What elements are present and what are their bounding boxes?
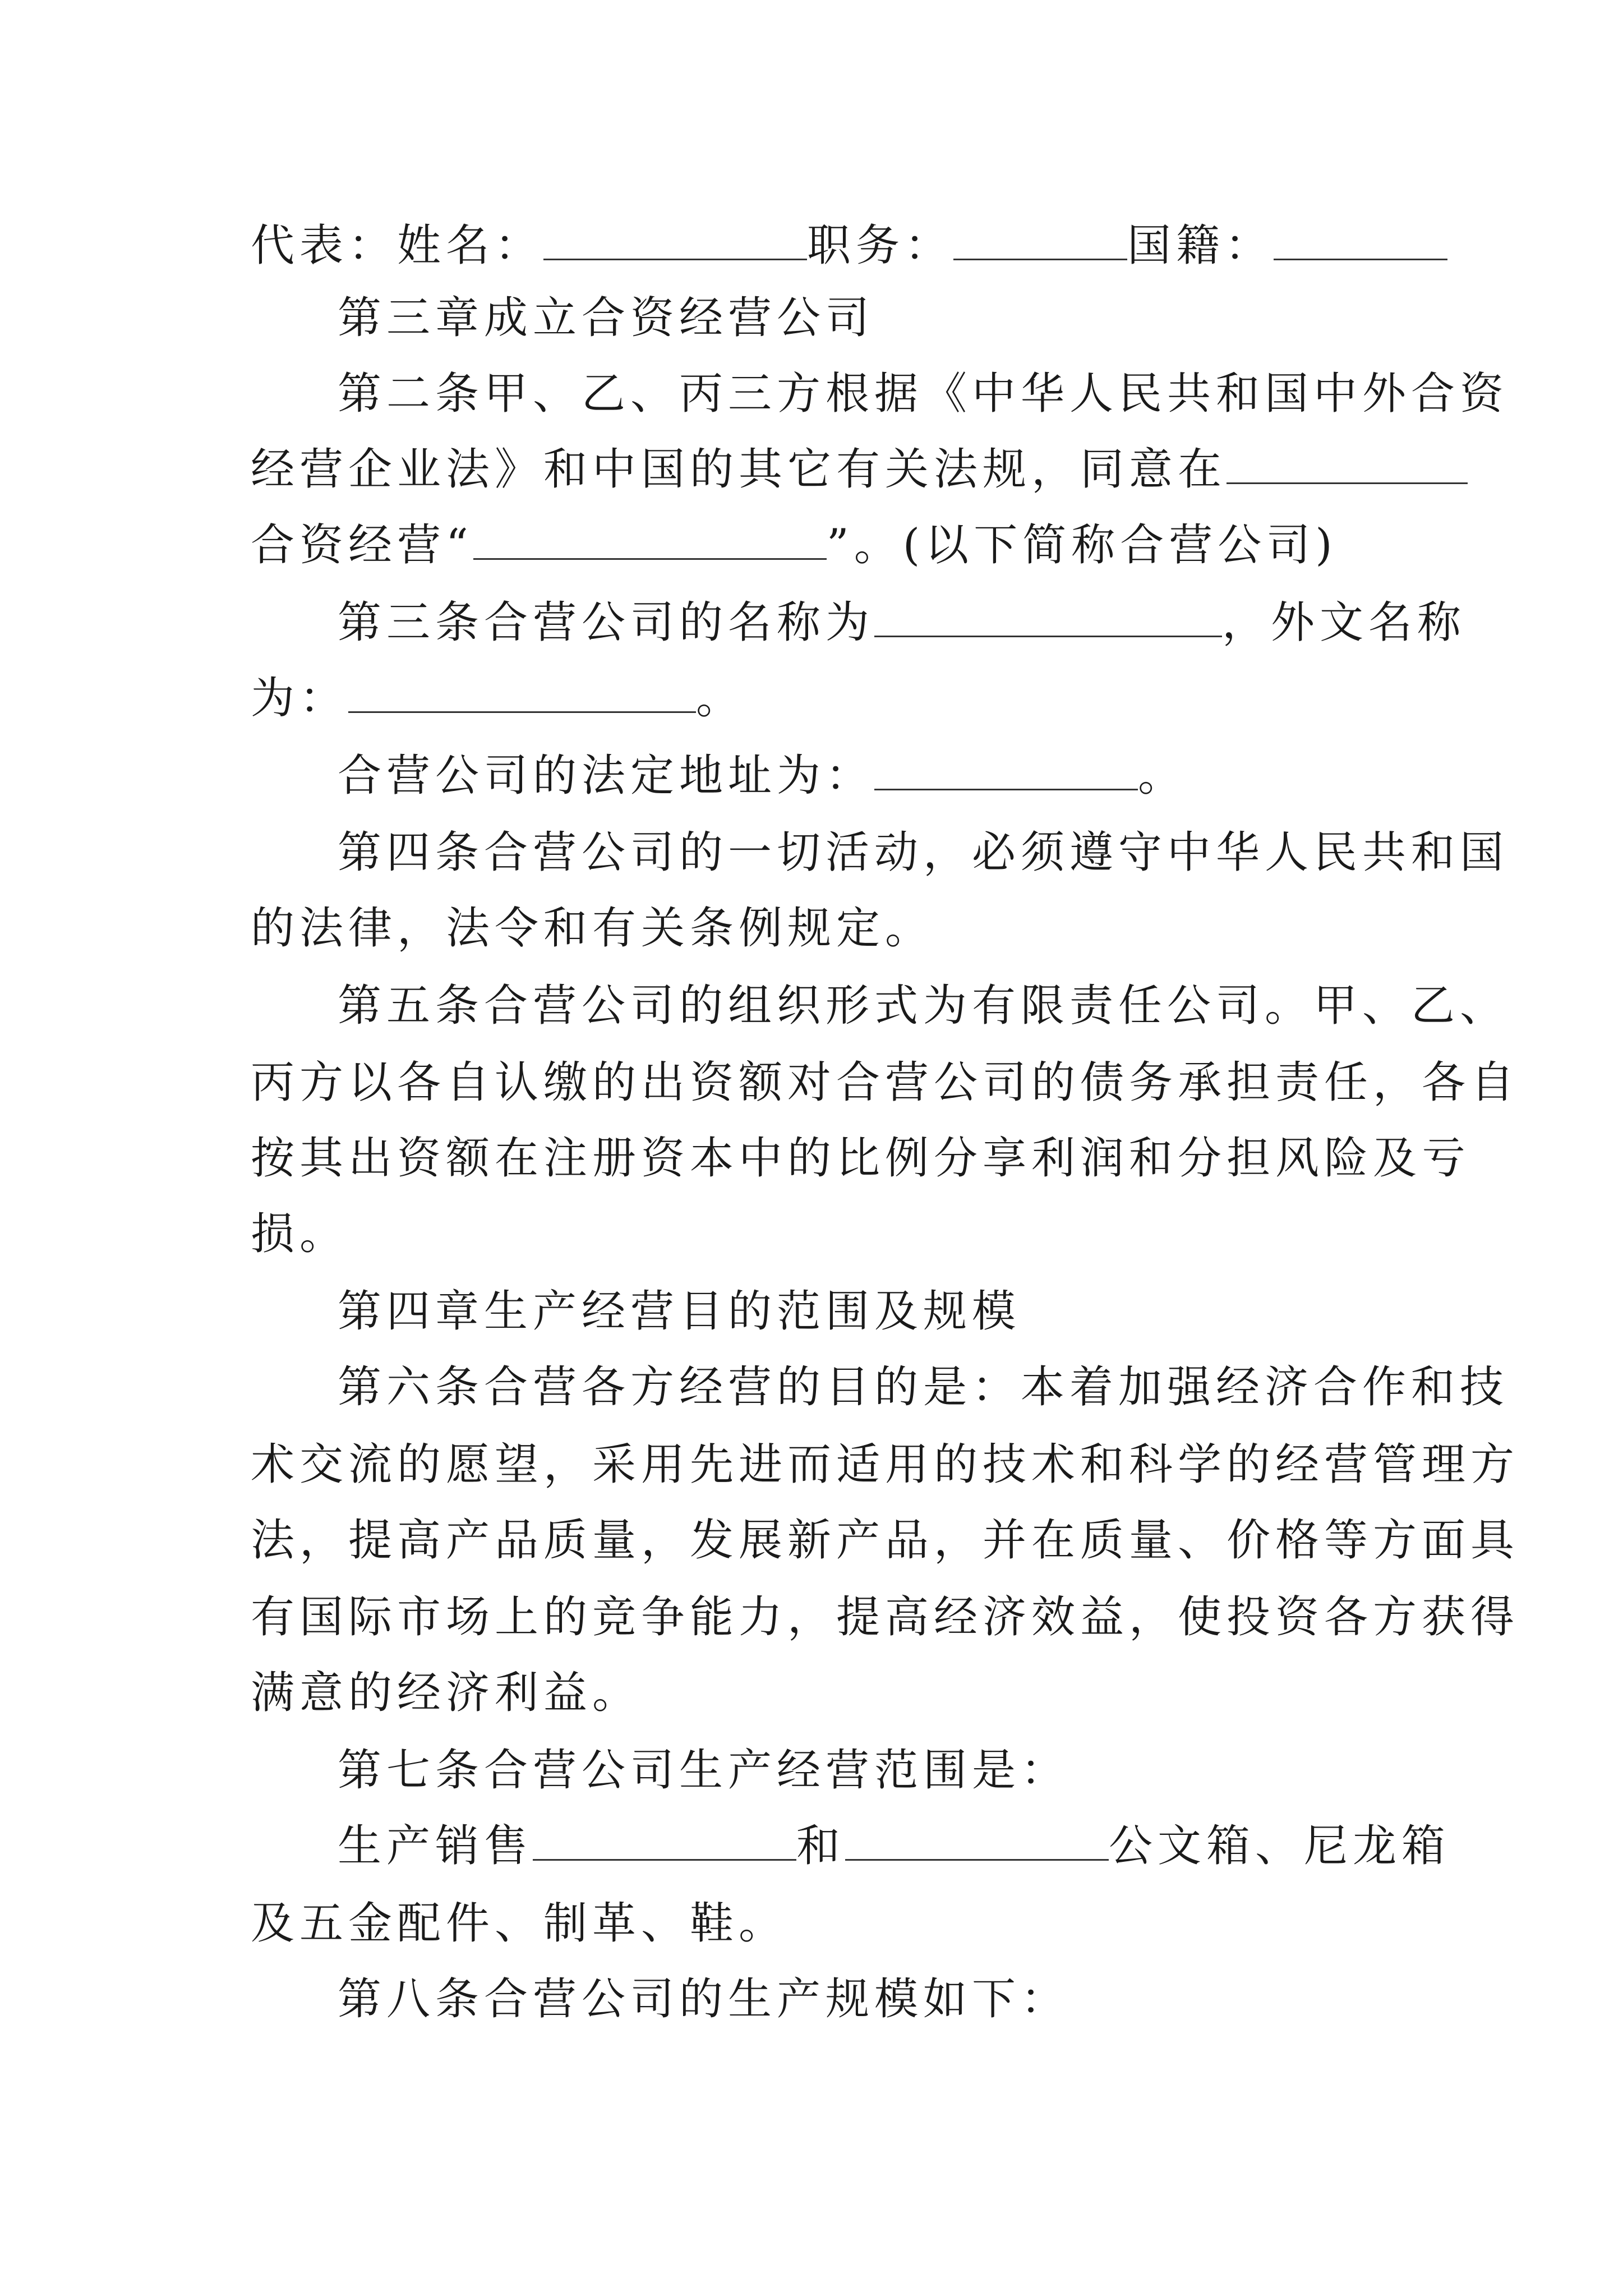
location-blank — [1227, 443, 1468, 484]
foreign-name-suffix: 。 — [696, 673, 745, 724]
and-label: 和 — [796, 1821, 846, 1871]
foreign-name-prefix: 为： — [251, 673, 349, 724]
article-4-line-2: 的法律，法令和有关条例规定。 — [251, 903, 934, 954]
product-blank-2 — [845, 1820, 1109, 1861]
article-4-line-1: 第四条合营公司的一切活动，必须遵守中华人民共和国 — [338, 827, 1509, 878]
article-3-line-1 — [338, 589, 1467, 656]
jv-name-blank — [473, 519, 827, 560]
product-blank-1 — [533, 1820, 796, 1861]
name-blank — [543, 219, 807, 260]
article-5-line-1: 第五条合营公司的组织形式为有限责任公司。甲、乙、 — [338, 981, 1509, 1031]
article-7-line-1: 第七条合营公司生产经营范围是： — [338, 1745, 1070, 1796]
legal-address-label: 合营公司的法定地址为： — [338, 751, 875, 801]
article-6-line-1: 第六条合营各方经营的目的是：本着加强经济合作和技 — [338, 1362, 1509, 1412]
company-name-blank — [874, 596, 1222, 637]
article-2-line-2-text: 经营企业法》和中国的其它有关法规，同意在 — [251, 444, 1227, 495]
position-label: 职务： — [807, 220, 954, 271]
article-6-line-3: 法，提高产品质量，发展新产品，并在质量、价格等方面具 — [251, 1515, 1520, 1566]
article-5-line-3: 按其出资额在注册资本中的比例分享利润和分担风险及亏 — [251, 1133, 1471, 1184]
article-3-line-2 — [251, 665, 1395, 732]
nationality-blank — [1274, 219, 1447, 260]
article-6-line-5: 满意的经济利益。 — [251, 1668, 642, 1718]
article-2-line-2 — [251, 436, 1395, 503]
product-types-label: 公文箱、尼龙箱 — [1109, 1821, 1451, 1871]
legal-address-blank — [874, 749, 1138, 790]
foreign-name-label: ，外文名称 — [1222, 597, 1467, 648]
article-5-line-2: 丙方以各自认缴的出资额对合营公司的债务承担责任，各自 — [251, 1057, 1520, 1108]
article-2-line-3 — [251, 512, 1395, 579]
production-sales-label: 生产销售 — [338, 1821, 533, 1871]
article-8-line-1: 第八条合营公司的生产规模如下： — [338, 1974, 1070, 2024]
jv-name-prefix: 合资经营“ — [251, 520, 473, 570]
article-6-line-2: 术交流的愿望，采用先进而适用的技术和科学的经营管理方 — [251, 1439, 1520, 1490]
company-name-label: 第三条合营公司的名称为 — [338, 597, 875, 648]
chapter-4-heading: 第四章生产经营目的范围及规模 — [338, 1286, 1021, 1337]
jv-name-suffix: ”。(以下简称合营公司) — [826, 520, 1338, 570]
article-7-line-3: 及五金配件、制革、鞋。 — [251, 1898, 788, 1949]
nationality-label: 国籍： — [1127, 220, 1274, 271]
legal-address-suffix: 。 — [1138, 751, 1187, 801]
article-5-line-4: 损。 — [251, 1209, 349, 1259]
representative-name-label: 代表：姓名： — [251, 220, 544, 271]
position-blank — [953, 219, 1127, 260]
representative-line — [251, 212, 1395, 279]
article-6-line-4: 有国际市场上的竞争能力，提高经济效益，使投资各方获得 — [251, 1592, 1520, 1642]
foreign-name-blank — [348, 672, 696, 713]
legal-address-line — [338, 742, 1395, 809]
article-2-line-1: 第二条甲、乙、丙三方根据《中华人民共和国中外合资 — [338, 369, 1509, 419]
chapter-3-heading: 第三章成立合资经营公司 — [338, 293, 875, 343]
article-7-line-2 — [338, 1812, 1451, 1880]
